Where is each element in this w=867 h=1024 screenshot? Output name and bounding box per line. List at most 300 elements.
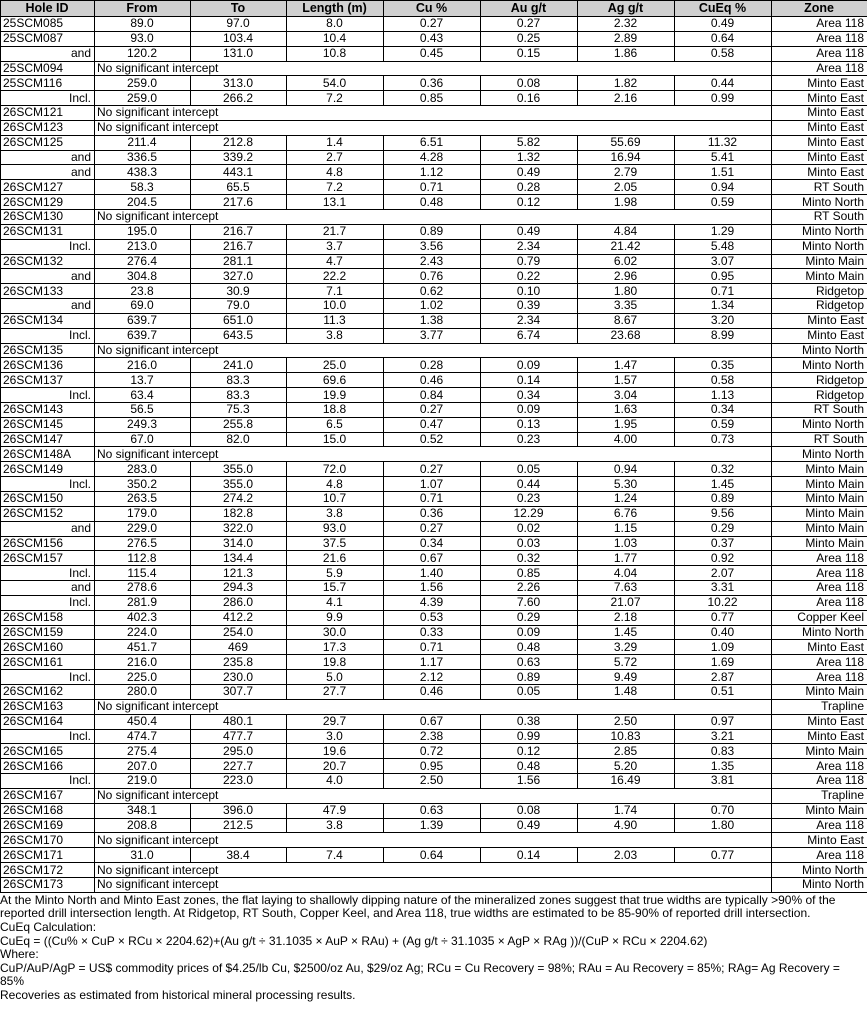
to-cell: 355.0 [191, 477, 287, 492]
table-row [1, 744, 867, 759]
length-cell: 15.7 [287, 581, 384, 596]
cueq-cell: 0.83 [675, 744, 772, 759]
au-cell: 0.12 [481, 744, 578, 759]
length-cell: 11.3 [287, 313, 384, 328]
au-cell: 0.23 [481, 432, 578, 447]
ag-cell: 3.04 [578, 388, 675, 403]
zone-cell: Minto Main [772, 477, 867, 492]
from-cell: 120.2 [95, 46, 191, 61]
ag-cell: 6.76 [578, 506, 675, 521]
sub-interval-label: Incl. [1, 91, 95, 106]
cu-cell: 0.95 [384, 759, 481, 774]
to-cell: 216.7 [191, 239, 287, 254]
to-cell: 294.3 [191, 581, 287, 596]
cu-cell: 1.56 [384, 581, 481, 596]
cu-cell: 0.27 [384, 402, 481, 417]
cueq-cell: 0.92 [675, 551, 772, 566]
to-cell: 212.5 [191, 818, 287, 833]
from-cell: 283.0 [95, 462, 191, 477]
table-row [1, 91, 867, 106]
zone-cell: Area 118 [772, 551, 867, 566]
zone-cell: Area 118 [772, 759, 867, 774]
zone-cell: Ridgetop [772, 388, 867, 403]
cu-cell: 1.40 [384, 566, 481, 581]
zone-cell: Minto North [772, 239, 867, 254]
zone-cell: Minto Main [772, 744, 867, 759]
table-row [1, 180, 867, 195]
to-cell: 97.0 [191, 17, 287, 32]
cu-cell: 0.89 [384, 224, 481, 239]
from-cell: 281.9 [95, 595, 191, 610]
cu-cell: 0.67 [384, 714, 481, 729]
ag-cell: 1.03 [578, 536, 675, 551]
zone-cell: Minto North [772, 224, 867, 239]
length-cell: 5.0 [287, 670, 384, 685]
prices-note: CuP/AuP/AgP = US$ commodity prices of $4.25/lb Cu, $2500/oz Au, $29/oz Ag; RCu = Cu Recovery = 98%; RAu = Au Recovery = 85%; RAg= Ag Recovery = 85% [0, 960, 840, 989]
cu-cell: 0.71 [384, 492, 481, 507]
ag-cell: 1.77 [578, 551, 675, 566]
from-cell: 451.7 [95, 640, 191, 655]
zone-cell: Ridgetop [772, 299, 867, 314]
table-row [1, 46, 867, 61]
au-cell: 0.27 [481, 17, 578, 32]
ag-cell: 7.63 [578, 581, 675, 596]
sub-interval-label: Incl. [1, 595, 95, 610]
zone-cell: Minto Main [772, 803, 867, 818]
length-cell: 2.7 [287, 150, 384, 165]
ag-cell: 2.79 [578, 165, 675, 180]
where-label: Where: [0, 947, 39, 962]
sub-interval-label: and [1, 521, 95, 536]
from-cell: 474.7 [95, 729, 191, 744]
length-cell: 27.7 [287, 684, 384, 699]
au-cell: 2.26 [481, 581, 578, 596]
cueq-cell: 3.21 [675, 729, 772, 744]
table-row [1, 833, 867, 848]
au-cell: 0.08 [481, 76, 578, 91]
length-cell: 4.1 [287, 595, 384, 610]
zone-cell: Minto Main [772, 269, 867, 284]
cueq-cell: 3.31 [675, 581, 772, 596]
zone-cell: Trapline [772, 788, 867, 803]
au-cell: 0.09 [481, 625, 578, 640]
hole-id-cell: 26SCM127 [1, 180, 95, 195]
table-row [1, 254, 867, 269]
to-cell: 274.2 [191, 492, 287, 507]
au-cell: 0.48 [481, 640, 578, 655]
cu-cell: 2.38 [384, 729, 481, 744]
from-cell: 350.2 [95, 477, 191, 492]
table-row [1, 447, 867, 462]
hole-id-cell: 26SCM131 [1, 224, 95, 239]
table-row [1, 774, 867, 789]
table-row [1, 477, 867, 492]
table-row [1, 699, 867, 714]
ag-cell: 2.85 [578, 744, 675, 759]
to-cell: 65.5 [191, 180, 287, 195]
from-cell: 229.0 [95, 521, 191, 536]
to-cell: 396.0 [191, 803, 287, 818]
length-cell: 9.9 [287, 610, 384, 625]
cueq-title: CuEq Calculation: [0, 919, 97, 934]
au-cell: 1.56 [481, 774, 578, 789]
length-cell: 69.6 [287, 373, 384, 388]
table-row [1, 581, 867, 596]
au-cell: 0.23 [481, 492, 578, 507]
ag-cell: 3.35 [578, 299, 675, 314]
to-cell: 322.0 [191, 521, 287, 536]
cueq-cell: 5.41 [675, 150, 772, 165]
table-row [1, 150, 867, 165]
to-cell: 30.9 [191, 284, 287, 299]
ag-cell: 1.98 [578, 195, 675, 210]
from-cell: 259.0 [95, 91, 191, 106]
zone-cell: Minto East [772, 91, 867, 106]
to-cell: 223.0 [191, 774, 287, 789]
no-intercept-cell: No significant intercept [95, 120, 772, 135]
cueq-cell: 0.34 [675, 402, 772, 417]
cueq-cell: 0.51 [675, 684, 772, 699]
zone-cell: RT South [772, 402, 867, 417]
table-row [1, 373, 867, 388]
table-row [1, 566, 867, 581]
length-cell: 30.0 [287, 625, 384, 640]
cu-cell: 1.17 [384, 655, 481, 670]
cueq-cell: 0.49 [675, 17, 772, 32]
from-cell: 69.0 [95, 299, 191, 314]
cu-cell: 0.72 [384, 744, 481, 759]
from-cell: 58.3 [95, 180, 191, 195]
hole-id-cell: 26SCM121 [1, 106, 95, 121]
table-row [1, 61, 867, 76]
from-cell: 304.8 [95, 269, 191, 284]
from-cell: 112.8 [95, 551, 191, 566]
table-row [1, 195, 867, 210]
cu-cell: 1.12 [384, 165, 481, 180]
ag-cell: 1.86 [578, 46, 675, 61]
hole-id-cell: 26SCM137 [1, 373, 95, 388]
hole-id-cell: 26SCM165 [1, 744, 95, 759]
au-cell: 2.34 [481, 239, 578, 254]
zone-cell: Area 118 [772, 17, 867, 32]
length-cell: 15.0 [287, 432, 384, 447]
au-cell: 5.82 [481, 135, 578, 150]
ag-cell: 4.04 [578, 566, 675, 581]
header-from: From [95, 1, 191, 17]
to-cell: 469 [191, 640, 287, 655]
length-cell: 1.4 [287, 135, 384, 150]
cueq-cell: 0.37 [675, 536, 772, 551]
cueq-cell: 1.80 [675, 818, 772, 833]
hole-id-cell: 26SCM163 [1, 699, 95, 714]
au-cell: 0.49 [481, 165, 578, 180]
cu-cell: 1.38 [384, 313, 481, 328]
length-cell: 7.1 [287, 284, 384, 299]
from-cell: 13.7 [95, 373, 191, 388]
cueq-cell: 0.94 [675, 180, 772, 195]
cueq-cell: 0.58 [675, 46, 772, 61]
cueq-cell: 0.73 [675, 432, 772, 447]
cu-cell: 0.27 [384, 17, 481, 32]
from-cell: 211.4 [95, 135, 191, 150]
zone-cell: Minto East [772, 313, 867, 328]
ag-cell: 1.24 [578, 492, 675, 507]
to-cell: 83.3 [191, 373, 287, 388]
ag-cell: 2.89 [578, 31, 675, 46]
ag-cell: 4.00 [578, 432, 675, 447]
no-intercept-cell: No significant intercept [95, 343, 772, 358]
table-row [1, 343, 867, 358]
table-row [1, 17, 867, 32]
hole-id-cell: 26SCM158 [1, 610, 95, 625]
au-cell: 1.32 [481, 150, 578, 165]
cu-cell: 4.28 [384, 150, 481, 165]
cueq-cell: 0.40 [675, 625, 772, 640]
zone-cell: Ridgetop [772, 284, 867, 299]
zone-cell: Minto North [772, 863, 867, 878]
cu-cell: 0.27 [384, 521, 481, 536]
au-cell: 0.14 [481, 848, 578, 863]
to-cell: 313.0 [191, 76, 287, 91]
au-cell: 0.28 [481, 180, 578, 195]
cu-cell: 0.48 [384, 195, 481, 210]
table-row [1, 432, 867, 447]
zone-cell: Trapline [772, 699, 867, 714]
hole-id-cell: 26SCM168 [1, 803, 95, 818]
au-cell: 0.25 [481, 31, 578, 46]
zone-cell: Area 118 [772, 61, 867, 76]
to-cell: 217.6 [191, 195, 287, 210]
table-row [1, 462, 867, 477]
to-cell: 651.0 [191, 313, 287, 328]
ag-cell: 1.63 [578, 402, 675, 417]
cu-cell: 0.33 [384, 625, 481, 640]
zone-cell: Area 118 [772, 848, 867, 863]
to-cell: 307.7 [191, 684, 287, 699]
zone-cell: Area 118 [772, 595, 867, 610]
cu-cell: 0.27 [384, 462, 481, 477]
to-cell: 82.0 [191, 432, 287, 447]
cu-cell: 0.53 [384, 610, 481, 625]
zone-cell: Minto East [772, 729, 867, 744]
hole-id-cell: 26SCM156 [1, 536, 95, 551]
cueq-cell: 2.87 [675, 670, 772, 685]
table-row [1, 818, 867, 833]
cueq-cell: 0.77 [675, 848, 772, 863]
table-row [1, 759, 867, 774]
to-cell: 255.8 [191, 417, 287, 432]
table-row [1, 165, 867, 180]
ag-cell: 1.82 [578, 76, 675, 91]
table-body [1, 17, 867, 893]
au-cell: 0.05 [481, 684, 578, 699]
from-cell: 67.0 [95, 432, 191, 447]
length-cell: 5.9 [287, 566, 384, 581]
au-cell: 0.05 [481, 462, 578, 477]
cueq-cell: 3.07 [675, 254, 772, 269]
ag-cell: 3.29 [578, 640, 675, 655]
from-cell: 204.5 [95, 195, 191, 210]
no-intercept-cell: No significant intercept [95, 699, 772, 714]
to-cell: 254.0 [191, 625, 287, 640]
cueq-cell: 0.35 [675, 358, 772, 373]
length-cell: 10.7 [287, 492, 384, 507]
table-row [1, 863, 867, 878]
hole-id-cell: 26SCM172 [1, 863, 95, 878]
length-cell: 7.2 [287, 180, 384, 195]
cueq-cell: 9.56 [675, 506, 772, 521]
table-row [1, 670, 867, 685]
cueq-cell: 0.59 [675, 195, 772, 210]
header-to: To [191, 1, 287, 17]
header-length: Length (m) [287, 1, 384, 17]
ag-cell: 2.96 [578, 269, 675, 284]
hole-id-cell: 26SCM173 [1, 877, 95, 892]
table-row [1, 417, 867, 432]
to-cell: 266.2 [191, 91, 287, 106]
sub-interval-label: Incl. [1, 239, 95, 254]
hole-id-cell: 26SCM134 [1, 313, 95, 328]
cu-cell: 0.71 [384, 640, 481, 655]
length-cell: 10.4 [287, 31, 384, 46]
cu-cell: 0.62 [384, 284, 481, 299]
au-cell: 0.38 [481, 714, 578, 729]
to-cell: 477.7 [191, 729, 287, 744]
from-cell: 216.0 [95, 655, 191, 670]
au-cell: 0.29 [481, 610, 578, 625]
cueq-cell: 0.97 [675, 714, 772, 729]
au-cell: 0.32 [481, 551, 578, 566]
length-cell: 25.0 [287, 358, 384, 373]
cueq-cell: 3.20 [675, 313, 772, 328]
cu-cell: 6.51 [384, 135, 481, 150]
no-intercept-cell: No significant intercept [95, 61, 772, 76]
cueq-cell: 1.09 [675, 640, 772, 655]
table-row [1, 402, 867, 417]
length-cell: 17.3 [287, 640, 384, 655]
au-cell: 0.03 [481, 536, 578, 551]
to-cell: 355.0 [191, 462, 287, 477]
from-cell: 402.3 [95, 610, 191, 625]
au-cell: 0.85 [481, 566, 578, 581]
table-row [1, 313, 867, 328]
sub-interval-label: and [1, 150, 95, 165]
table-row [1, 848, 867, 863]
length-cell: 19.8 [287, 655, 384, 670]
cu-cell: 0.71 [384, 180, 481, 195]
ag-cell: 2.50 [578, 714, 675, 729]
zone-cell: Minto Main [772, 506, 867, 521]
sub-interval-label: Incl. [1, 388, 95, 403]
zone-cell: Area 118 [772, 655, 867, 670]
cueq-cell: 1.51 [675, 165, 772, 180]
au-cell: 0.12 [481, 195, 578, 210]
ag-cell: 4.84 [578, 224, 675, 239]
from-cell: 219.0 [95, 774, 191, 789]
hole-id-cell: 26SCM160 [1, 640, 95, 655]
zone-cell: Minto East [772, 135, 867, 150]
length-cell: 18.8 [287, 402, 384, 417]
table-row [1, 120, 867, 135]
from-cell: 56.5 [95, 402, 191, 417]
from-cell: 23.8 [95, 284, 191, 299]
length-cell: 37.5 [287, 536, 384, 551]
no-intercept-cell: No significant intercept [95, 788, 772, 803]
zone-cell: Minto East [772, 150, 867, 165]
from-cell: 639.7 [95, 328, 191, 343]
no-intercept-cell: No significant intercept [95, 447, 772, 462]
hole-id-cell: 26SCM145 [1, 417, 95, 432]
cu-cell: 3.77 [384, 328, 481, 343]
zone-cell: Area 118 [772, 818, 867, 833]
au-cell: 0.44 [481, 477, 578, 492]
table-row [1, 788, 867, 803]
to-cell: 339.2 [191, 150, 287, 165]
zone-cell: Minto East [772, 120, 867, 135]
cu-cell: 0.46 [384, 684, 481, 699]
hole-id-cell: 26SCM170 [1, 833, 95, 848]
zone-cell: Minto East [772, 106, 867, 121]
cu-cell: 2.50 [384, 774, 481, 789]
table-row [1, 106, 867, 121]
length-cell: 93.0 [287, 521, 384, 536]
no-intercept-cell: No significant intercept [95, 209, 772, 224]
zone-cell: Minto Main [772, 521, 867, 536]
sub-interval-label: Incl. [1, 729, 95, 744]
zone-cell: Minto North [772, 195, 867, 210]
header-cueq: CuEq % [675, 1, 772, 17]
zone-cell: Ridgetop [772, 373, 867, 388]
ag-cell: 1.45 [578, 625, 675, 640]
au-cell: 6.74 [481, 328, 578, 343]
cueq-cell: 1.35 [675, 759, 772, 774]
from-cell: 207.0 [95, 759, 191, 774]
hole-id-cell: 26SCM147 [1, 432, 95, 447]
zone-cell: RT South [772, 209, 867, 224]
hole-id-cell: 26SCM157 [1, 551, 95, 566]
cueq-cell: 0.77 [675, 610, 772, 625]
ag-cell: 1.15 [578, 521, 675, 536]
cu-cell: 3.56 [384, 239, 481, 254]
cueq-cell: 1.13 [675, 388, 772, 403]
hole-id-cell: 26SCM162 [1, 684, 95, 699]
table-row [1, 299, 867, 314]
cu-cell: 0.34 [384, 536, 481, 551]
cu-cell: 4.39 [384, 595, 481, 610]
ag-cell: 5.72 [578, 655, 675, 670]
au-cell: 0.48 [481, 759, 578, 774]
table-row [1, 76, 867, 91]
ag-cell: 5.30 [578, 477, 675, 492]
zone-cell: Area 118 [772, 566, 867, 581]
hole-id-cell: 26SCM136 [1, 358, 95, 373]
from-cell: 89.0 [95, 17, 191, 32]
from-cell: 195.0 [95, 224, 191, 239]
zone-cell: Minto Main [772, 492, 867, 507]
footnotes [0, 893, 867, 1003]
table-row [1, 714, 867, 729]
ag-cell: 23.68 [578, 328, 675, 343]
cu-cell: 0.47 [384, 417, 481, 432]
au-cell: 0.34 [481, 388, 578, 403]
zone-cell: Area 118 [772, 46, 867, 61]
from-cell: 115.4 [95, 566, 191, 581]
table-row [1, 877, 867, 892]
ag-cell: 6.02 [578, 254, 675, 269]
to-cell: 241.0 [191, 358, 287, 373]
to-cell: 230.0 [191, 670, 287, 685]
header-cu: Cu % [384, 1, 481, 17]
